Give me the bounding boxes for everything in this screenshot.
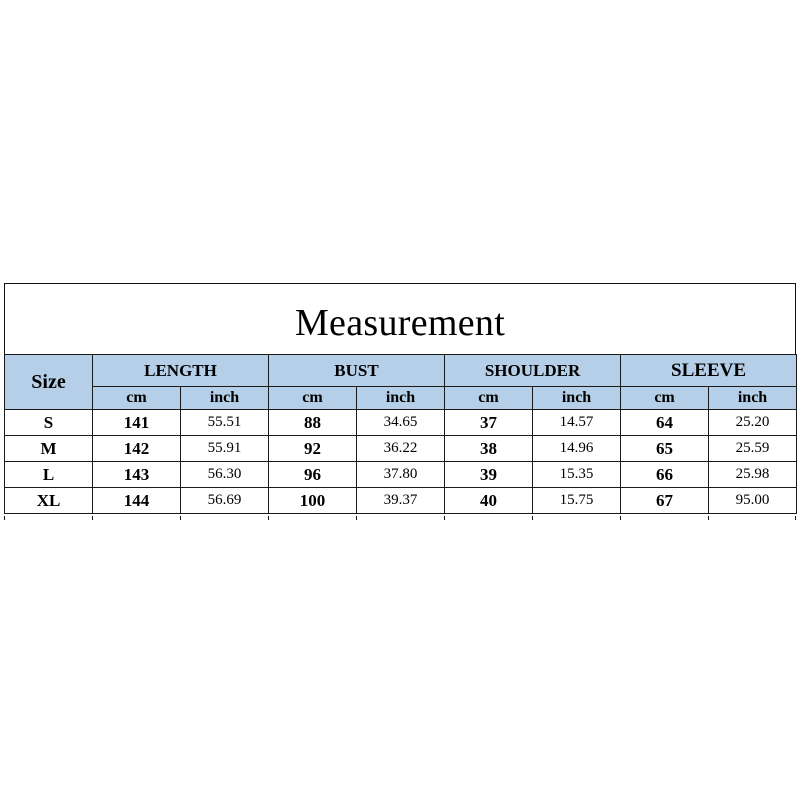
length-cm-cell: 141 bbox=[93, 410, 181, 436]
length-inch-cell: 56.30 bbox=[181, 462, 269, 488]
bust-header: BUST bbox=[269, 355, 445, 387]
bust-cm-header: cm bbox=[269, 387, 357, 410]
shoulder-cm-cell: 38 bbox=[445, 436, 533, 462]
sleeve-inch-cell: 25.20 bbox=[709, 410, 797, 436]
bust-inch-cell: 36.22 bbox=[357, 436, 445, 462]
size-cell: S bbox=[5, 410, 93, 436]
bust-cm-cell: 96 bbox=[269, 462, 357, 488]
length-inch-cell: 55.51 bbox=[181, 410, 269, 436]
length-cm-header: cm bbox=[93, 387, 181, 410]
shoulder-inch-cell: 15.75 bbox=[533, 488, 621, 514]
sleeve-cm-header: cm bbox=[621, 387, 709, 410]
divider bbox=[268, 516, 269, 520]
table-row bbox=[5, 462, 797, 488]
sleeve-cm-cell: 64 bbox=[621, 410, 709, 436]
bust-inch-cell: 34.65 bbox=[357, 410, 445, 436]
table-row bbox=[5, 436, 797, 462]
group-header-row bbox=[5, 355, 797, 387]
size-column-header: Size bbox=[5, 355, 93, 410]
divider bbox=[92, 516, 93, 520]
bust-cm-cell: 92 bbox=[269, 436, 357, 462]
shoulder-inch-cell: 14.96 bbox=[533, 436, 621, 462]
shoulder-cm-cell: 39 bbox=[445, 462, 533, 488]
divider bbox=[180, 516, 181, 520]
divider bbox=[620, 516, 621, 520]
length-cm-cell: 143 bbox=[93, 462, 181, 488]
table-row bbox=[5, 488, 797, 514]
length-inch-cell: 56.69 bbox=[181, 488, 269, 514]
shoulder-cm-header: cm bbox=[445, 387, 533, 410]
divider bbox=[444, 516, 445, 520]
bust-inch-cell: 37.80 bbox=[357, 462, 445, 488]
unit-header-row bbox=[5, 387, 797, 410]
divider bbox=[532, 516, 533, 520]
measurement-table bbox=[4, 354, 797, 514]
sleeve-inch-cell: 25.98 bbox=[709, 462, 797, 488]
length-inch-cell: 55.91 bbox=[181, 436, 269, 462]
chart-title: Measurement bbox=[294, 301, 506, 344]
shoulder-inch-cell: 15.35 bbox=[533, 462, 621, 488]
sleeve-inch-header: inch bbox=[709, 387, 797, 410]
sleeve-cm-cell: 67 bbox=[621, 488, 709, 514]
bust-inch-header: inch bbox=[357, 387, 445, 410]
sleeve-header: SLEEVE bbox=[621, 355, 797, 387]
length-header: LENGTH bbox=[93, 355, 269, 387]
divider bbox=[708, 516, 709, 520]
size-chart bbox=[4, 283, 796, 519]
sleeve-inch-cell: 95.00 bbox=[709, 488, 797, 514]
shoulder-cm-cell: 40 bbox=[445, 488, 533, 514]
title-banner bbox=[4, 283, 796, 355]
divider bbox=[4, 516, 5, 520]
cut-off-row-lines bbox=[4, 516, 796, 520]
length-cm-cell: 144 bbox=[93, 488, 181, 514]
table-row bbox=[5, 410, 797, 436]
bust-inch-cell: 39.37 bbox=[357, 488, 445, 514]
sleeve-cm-cell: 66 bbox=[621, 462, 709, 488]
bust-cm-cell: 100 bbox=[269, 488, 357, 514]
sleeve-inch-cell: 25.59 bbox=[709, 436, 797, 462]
shoulder-header: SHOULDER bbox=[445, 355, 621, 387]
divider bbox=[356, 516, 357, 520]
length-cm-cell: 142 bbox=[93, 436, 181, 462]
shoulder-cm-cell: 37 bbox=[445, 410, 533, 436]
size-cell: M bbox=[5, 436, 93, 462]
size-cell: L bbox=[5, 462, 93, 488]
divider bbox=[795, 516, 796, 520]
sleeve-cm-cell: 65 bbox=[621, 436, 709, 462]
size-cell: XL bbox=[5, 488, 93, 514]
bust-cm-cell: 88 bbox=[269, 410, 357, 436]
shoulder-inch-header: inch bbox=[533, 387, 621, 410]
length-inch-header: inch bbox=[181, 387, 269, 410]
shoulder-inch-cell: 14.57 bbox=[533, 410, 621, 436]
